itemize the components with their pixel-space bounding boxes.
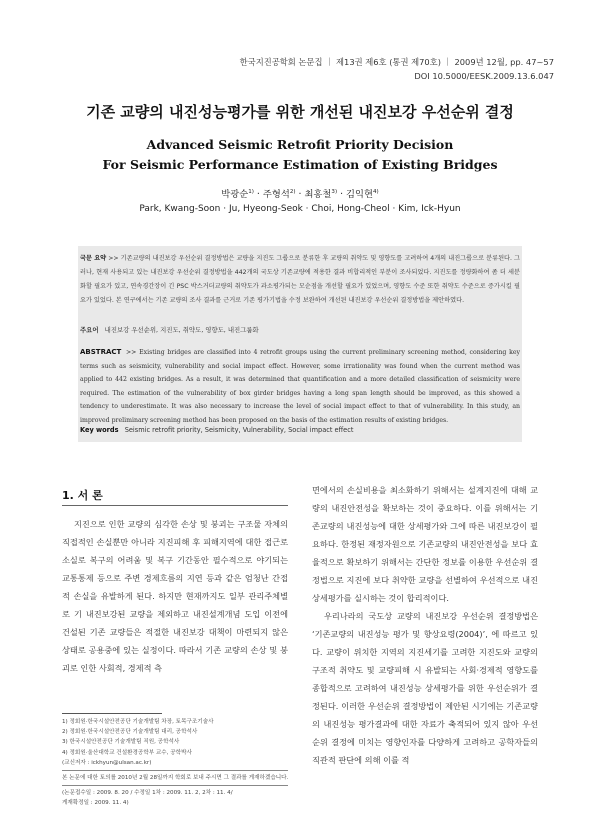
- author-separator: ·: [298, 189, 302, 200]
- abstract-korean-label: 국문 요약: [80, 255, 107, 262]
- body-paragraph: 지진으로 인한 교량의 심각한 손상 및 붕괴는 구조물 자체의 직접적인 손실뿐만 아니라 지진피해 후 피해지역에 대한 접근로 소실로 복구의 어려움 및 복구 기간동안 필수적으로 야기되는 교통통제 등으로 주변 경제흐름의 지연 등과 같은 엄청난 간접적 손실을 유발하게 된다. 하지만 현재까지도 일부 관리주체별로 기 내진보강된 교량을 제외하고 내진설계개념 도입 이전에 건설된 기존 교량들은 적절한 내진보강 대책이 마련되지 않은 상태로 공용중에 있는 실정이다. 따라서 기존 교량의 손상 및 붕괴로 인한 사회적, 경제적 측: [62, 519, 288, 673]
- keywords-english-label: Key words: [80, 426, 119, 434]
- abstract-english-label: ABSTRACT: [80, 348, 122, 356]
- journal-header: [240, 55, 554, 83]
- footnotes: [62, 717, 292, 809]
- author-1: 박광순: [221, 189, 249, 200]
- keywords-korean: [80, 323, 520, 337]
- keywords-english: [80, 423, 520, 437]
- author-2-affil: 2): [289, 188, 296, 195]
- keywords-korean-text: 내진보강 우선순위, 지진도, 취약도, 영향도, 내진그룹화: [104, 326, 259, 334]
- keywords-korean-label: 주요어: [80, 326, 99, 334]
- author-4-affil: 4): [373, 188, 379, 195]
- footnote-affiliation-4: 4) 정회원·울산대학교 건설환경공학부 교수, 공학박사: [62, 749, 192, 756]
- body-paragraph: 우리나라의 국도상 교량의 내진보강 우선순위 결정방법은 ‘기존교량의 내진성능 평가 및 향상요령(2004)’, 에 따르고 있다. 교량이 위치한 지역의 지진세기를 고려한 지진도와 교량의 구조적 취약도 및 교량피해 시 유발되는 사회·경제적 영향도를 종합적으로 고려하여 내진성능 상세평가를 위한 우선순위가 결정된다. 이러한 우선순위 결정방법이 제안된 시기에는 기존교량의 내진성능 평가결과에 대한 자료가 축적되어 있지 않아 우선순위 결정에 미치는 영향인자를 다양하게 고려하고 공학자들의 직관적 판단에 의해 이를 적: [312, 611, 538, 765]
- author-3-affil: 3): [331, 188, 338, 195]
- authors-korean: [0, 186, 600, 200]
- footnote-affiliation-3: 3) 한국시설안전공단 기술개발팀 직원, 공학석사: [62, 739, 180, 746]
- abstract-english-text: Existing bridges are classified into 4 retrofit groups using the current preliminary screening method, considering key terms such as seismicity, vulnerability and social impact effect. However, some irrationality was found when the current method was applied to 442 existing bridges. As a result, it was determined that quantification and a more detailed classification of seismicity were required. The estimation of the vulnerability of box girder bridges having a long span length should be improved, as this showed a tendency to underestimate. It was also necessary to increase the level of social impact effect to that of vulnerability. In this study, an improved preliminary screening method has been proposed on the basis of the estimation results of existing bridges.: [80, 349, 520, 424]
- section-title-rule: [62, 505, 288, 506]
- footnote-separator: [62, 770, 288, 771]
- footnote-dates-2: 게재확정일 : 2009. 11. 4): [62, 800, 129, 807]
- footnote-corresponding: (교신저자 : ickhyun@ulsan.ac.kr): [62, 759, 152, 766]
- authors-english: Park, Kwang-Soon · Ju, Hyeong-Seok · Choi, Hong-Cheol · Kim, Ick-Hyun: [139, 204, 461, 214]
- footnote-affiliation-2: 2) 정회원·한국시설안전공단 기술개발팀 대리, 공학석사: [62, 729, 198, 736]
- footnote-affiliation-1: 1) 정회원·한국시설안전공단 기술개발팀 차장, 토목구조기술사: [62, 719, 214, 725]
- abstract-korean-text: 기존교량의 내진보강 우선순위 결정방법은 교량을 지진도 그룹으로 분류한 후 교량의 취약도 및 영향도를 고려하여 4개의 내진그룹으로 분류된다. 그러나, 현재 사용되고 있는 내진보강 우선순위 결정방법을 442개의 국도상 기존교량에 적용한 결과 비합리적인 부분이 조사되었다. 지진도를 정량화하여 좀 더 세분화할 필요가 있고, 연속경간장이 긴 PSC 박스거더교량의 취약도가 과소평가되는 모순점을 개선할 필요가 있었으며, 영향도 수준 또한 취약도 수준으로 증가시킬 필요가 있었다. 본 연구에서는 기존 교량의 조사 결과를 근거로 기존 평가기법을 수정 보완하여 개선된 내진보강 우선순위 결정방법을 제안하였다.: [80, 255, 521, 304]
- abstract-english: [80, 346, 520, 427]
- author-separator: ·: [256, 189, 260, 200]
- abstract-korean-arrow: >>: [108, 255, 119, 262]
- footnote-separator: [62, 785, 288, 786]
- doi: DOI 10.5000/EESK.2009.13.6.047: [414, 71, 554, 81]
- author-4: 김익현: [346, 189, 373, 200]
- title-english: [0, 135, 600, 175]
- abstract-korean: [80, 252, 520, 308]
- section-title-introduction: 1. 서 론: [62, 489, 103, 502]
- body-right-column: [312, 481, 538, 769]
- title-english-line-2: For Seismic Performance Estimation of Existing Bridges: [102, 157, 498, 172]
- author-2: 주형석: [262, 189, 290, 200]
- author-separator: ·: [340, 189, 344, 200]
- footnote-discussion: 본 논문에 대한 토의를 2010년 2월 28일까지 학회로 보내 주시면 그 결과를 게재하겠습니다.: [62, 775, 289, 782]
- keywords-english-text: Seismic retrofit priority, Seismicity, Vulnerability, Social impact effect: [124, 426, 354, 434]
- title-english-line-1: Advanced Seismic Retrofit Priority Decision: [146, 137, 454, 152]
- author-1-affil: 1): [248, 188, 254, 195]
- footnote-rule: [62, 713, 162, 714]
- author-3: 최홍철: [304, 189, 332, 200]
- body-left-column: [62, 515, 288, 677]
- title-korean: 기존 교량의 내진성능평가를 위한 개선된 내진보강 우선순위 결정: [86, 103, 514, 121]
- abstract-english-arrow: >>: [126, 349, 137, 356]
- body-paragraph: 면에서의 손실비용을 최소화하기 위해서는 설계지진에 대해 교량의 내진안전성을 확보하는 것이 중요하다. 이를 위해서는 기존교량의 내진성능에 대한 상세평가와 그에 따른 내진보강이 필요하다. 한정된 재정자원으로 기존교량의 내진안전성을 보다 효율적으로 확보하기 위해서는 간단한 정보를 이용한 우선순위 결정법으로 지진에 보다 취약한 교량을 선별하여 우선적으로 내진상세평가를 실시하는 것이 합리적이다.: [312, 485, 538, 603]
- journal-citation: 한국지진공학회 논문집 ｜ 제13권 제6호 (통권 제70호) ｜ 2009년 12월, pp. 47~57: [239, 57, 554, 67]
- footnote-dates-1: (논문접수일 : 2009. 8. 20 / 수정일 1차 : 2009. 11. 2, 2차 : 11. 4/: [62, 790, 233, 797]
